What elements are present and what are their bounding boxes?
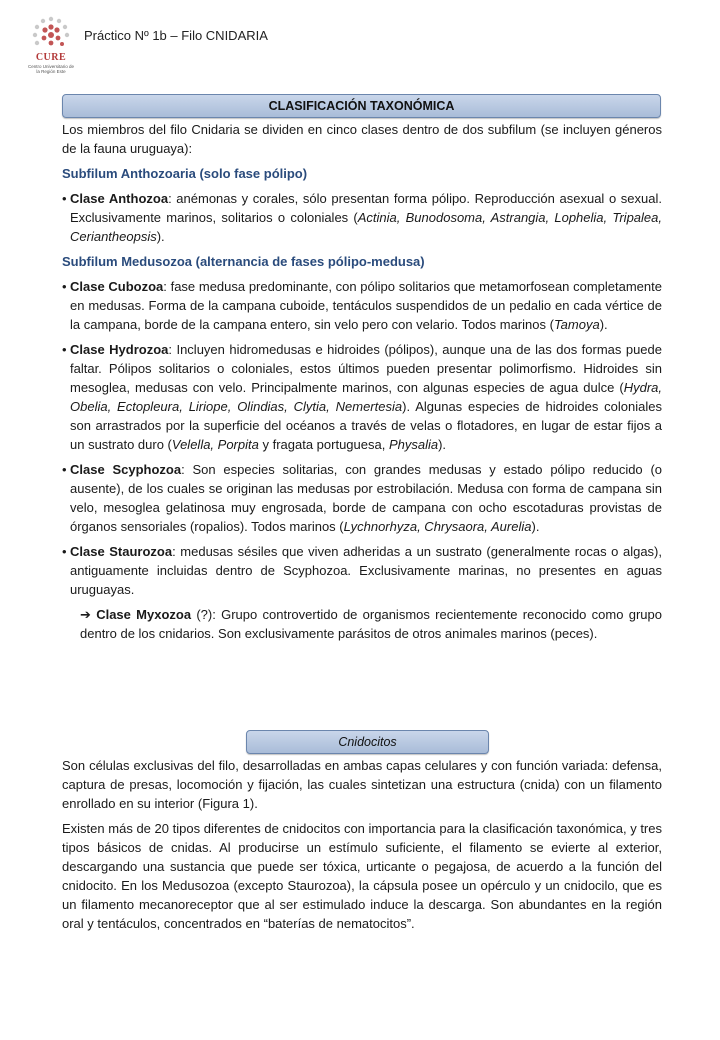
subfilum-medusozoa-title: Subfilum Medusozoa (alternancia de fases pólipo-medusa) [62, 254, 425, 269]
section-heading-clasificacion: CLASIFICACIÓN TAXONÓMICA [62, 94, 661, 118]
genera: Velella, Porpita [171, 437, 259, 452]
class-name: Clase Cubozoa [70, 279, 164, 294]
class-staurozoa-item: • Clase Staurozoa: medusas sésiles que viven adheridas a un sustrato (generalmente rocas o algas), antiguamente incluidas dentro de Scyphozoa. Exclusivamente marinas, no presentes en aguas uruguayas. [62, 544, 662, 597]
bullet-icon: • [62, 191, 67, 206]
genera: Physalia [388, 437, 439, 452]
bullet-icon: • [62, 544, 67, 559]
genera: Tamoya [553, 317, 600, 332]
subfilum-anthozoaria-title: Subfilum Anthozoaria (solo fase pólipo) [62, 166, 308, 181]
section-clasificacion-body [62, 120, 662, 649]
dot-pattern-icon [26, 14, 76, 52]
class-name: Clase Staurozoa [70, 544, 173, 559]
bullet-icon: • [62, 342, 67, 357]
class-anthozoa-item: • Clase Anthozoa: anémonas y corales, sólo presentan forma pólipo. Reproducción asexual o sexual. Exclusivamente marinos, solitarios o coloniales (Actinia, Bunodosoma, Astrangia, Lophelia, Tripalea, Ceriantheopsis). [62, 191, 662, 244]
section-cnidocitos-body [62, 756, 662, 939]
section-heading-cnidocitos: Cnidocitos [246, 730, 489, 754]
class-name: Clase Scyphozoa [70, 462, 182, 477]
class-cubozoa-item: • Clase Cubozoa: fase medusa predominante, con pólipo solitarios que metamorfosean completamente en medusas. Forma de la campana cuboide, tentáculos suspendidos de un pedalio en cada vértice de la campana, borde de la campana entero, sin velo pero con velario. Todos marinos (Tamoya). [62, 279, 662, 332]
arrow-right-icon: ➔ [80, 607, 91, 622]
class-hydrozoa-item: • Clase Hydrozoa: Incluyen hidromedusas e hidroides (pólipos), aunque una de las dos formas puede faltar. Pólipos solitarios o coloniales, estos últimos pueden presentar polimorfismo. Hidroides sin mesoglea, medusas con velo. Principalmente marinos, con algunas especies de agua dulce (Hydra, Obelia, Ectopleura, Liriope, Olindias, Clytia, Nemertesia). Algunas especies de hidroides coloniales son arrastrados por la superficie del océanos a través de velas o flotadores, en lugar de estar fijos a un sustrato duro (Velella, Porpita y fragata portuguesa, Physalia). [62, 342, 662, 452]
cnidocitos-paragraph-1: Son células exclusivas del filo, desarrolladas en ambas capas celulares y con función variada: defensa, captura de presas, locomoción y fijación, las cuales sintetizan una estructura (cnida) con un filamento enrollado en su interior (Figura 1). [62, 758, 662, 811]
class-scyphozoa-item: • Clase Scyphozoa: Son especies solitarias, con grandes medusas y estado pólipo reducido (o ausente), de los cuales se originan las medusas por estrobilación. Medusa con forma de campana sin velo, mesoglea gelatinosa muy engrosada, borde de campana con ocho escotaduras provistas de órganos sensoriales (ropalios). Todos marinos (Lychnorhyza, Chrysaora, Aurelia). [62, 462, 663, 534]
genera: Lychnorhyza, Chrysaora, Aurelia [343, 519, 532, 534]
page-header [24, 14, 704, 74]
cnidocitos-paragraph-2: Existen más de 20 tipos diferentes de cnidocitos con importancia para la clasificación taxonómica, y tres tipos básicos de cnidas. Al producirse un estímulo suficiente, el filamento se evierte al exterior, descargando una sustancia que puede ser tóxica, urticante o pegajosa, de acuerdo a la función del cnidocito. En los Medusozoa (excepto Staurozoa), la cápsula posee un opérculo y un cnidocilo, que es un filamento mecanoreceptor que al ser estimulado induce la descarga. Son abundantes en la región oral y tentáculos, concentrados en “baterías de nematocitos”. [62, 821, 662, 931]
intro-paragraph: Los miembros del filo Cnidaria se dividen en cinco clases dentro de dos subfilum (se incluyen géneros de la fauna uruguaya): [62, 122, 662, 156]
genera: Actinia, Bunodosoma, Astrangia, Lophelia, Tripalea, Ceriantheopsis [70, 210, 662, 244]
cure-logo [26, 14, 76, 76]
class-name: Clase Hydrozoa [70, 342, 169, 357]
genera: Hydra, Obelia, Ectopleura, Liriope, Olindias, Clytia, Nemertesia [70, 380, 662, 414]
bullet-icon: • [62, 462, 67, 477]
logo-subtext: Centro Universitario de la Región Este [27, 64, 75, 74]
document-title: Práctico Nº 1b – Filo CNIDARIA [84, 28, 268, 43]
logo-text: CURE [35, 52, 67, 63]
bullet-icon: • [62, 279, 67, 294]
class-myxozoa-item: ➔ Clase Myxozoa (?): Grupo controvertido de organismos recientemente reconocido como grupo dentro de los cnidarios. Son exclusivamente parásitos de otros animales marinos (peces). [80, 607, 662, 641]
class-name: Clase Anthozoa [70, 191, 169, 206]
class-name: Clase Myxozoa [96, 607, 192, 622]
